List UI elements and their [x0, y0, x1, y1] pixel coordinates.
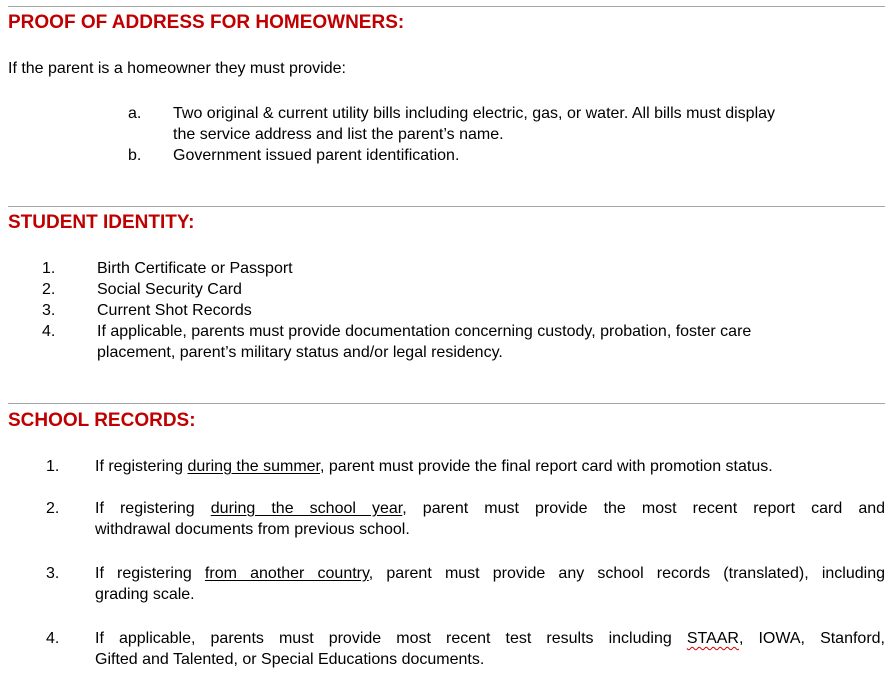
underlined-phrase: from another country [204, 565, 369, 582]
text-run: , IOWA, Stanford, [738, 630, 885, 647]
list-item-text [97, 300, 885, 321]
underlined-phrase: during the school year [210, 500, 403, 517]
list-item-text [97, 279, 885, 300]
list-item-text [95, 563, 885, 605]
homeowners-intro: If the parent is a homeowner they must provide: [8, 60, 346, 77]
list-item-line: placement, parent’s military status and/or legal residency. [97, 344, 503, 361]
section-divider [8, 403, 885, 404]
list-item [128, 145, 885, 166]
list-item [42, 279, 885, 300]
underlined-phrase: during the summer [187, 458, 320, 475]
text-run: If applicable, parents must provide most recent test results including [95, 630, 687, 647]
section-heading-school-records: SCHOOL RECORDS: [8, 410, 196, 431]
list-item [46, 456, 885, 477]
section-heading-homeowners: PROOF OF ADDRESS FOR HOMEOWNERS: [8, 12, 405, 33]
list-marker: 4. [46, 630, 60, 647]
text-run: If registering [95, 500, 211, 517]
spellcheck-flagged-word: STAAR [686, 630, 739, 647]
list-item-line [95, 456, 885, 477]
list-marker: 3. [42, 302, 56, 319]
list-item-line [95, 498, 885, 519]
list-item-line: Government issued parent identification. [173, 147, 460, 164]
list-item-line: Current Shot Records [97, 302, 252, 319]
list-item [128, 103, 885, 145]
list-item [42, 300, 885, 321]
list-marker: b. [128, 147, 142, 164]
list-marker: 1. [46, 458, 60, 475]
list-item-line [95, 563, 885, 584]
list-item [42, 321, 885, 363]
text-run: , parent must provide any school records (translated), including [368, 565, 885, 582]
section-divider [8, 6, 885, 7]
list-item-text [173, 103, 885, 145]
section-heading-student-identity: STUDENT IDENTITY: [8, 212, 195, 233]
list-item-line [95, 628, 885, 649]
list-marker: 2. [42, 281, 56, 298]
list-item [42, 258, 885, 279]
list-item-text [95, 498, 885, 540]
list-item [46, 498, 885, 540]
list-marker: 2. [46, 500, 60, 517]
text-run: , parent must provide the final report card with promotion status. [320, 458, 773, 475]
list-item-line: Social Security Card [97, 281, 242, 298]
list-item-text [97, 321, 885, 363]
list-item-text [95, 628, 885, 670]
list-item-text [95, 456, 885, 477]
list-item-line: Gifted and Talented, or Special Educations documents. [95, 651, 485, 668]
list-marker: 1. [42, 260, 56, 277]
list-item-line: the service address and list the parent’s name. [173, 126, 504, 143]
list-item-text [97, 258, 885, 279]
list-item-line: grading scale. [95, 586, 195, 603]
list-item-line: withdrawal documents from previous school. [95, 521, 410, 538]
list-marker: a. [128, 105, 142, 122]
list-item [46, 628, 885, 670]
list-marker: 3. [46, 565, 60, 582]
text-run: , parent must provide the most recent report card and [402, 500, 886, 517]
list-marker: 4. [42, 323, 56, 340]
list-item-line: Birth Certificate or Passport [97, 260, 293, 277]
section-divider [8, 206, 885, 207]
list-item-text [173, 145, 885, 166]
list-item-line: Two original & current utility bills including electric, gas, or water. All bills must display [173, 105, 776, 122]
text-run: If registering [95, 565, 205, 582]
list-item [46, 563, 885, 605]
text-run: If registering [95, 458, 188, 475]
list-item-line: If applicable, parents must provide documentation concerning custody, probation, foster care [97, 323, 752, 340]
